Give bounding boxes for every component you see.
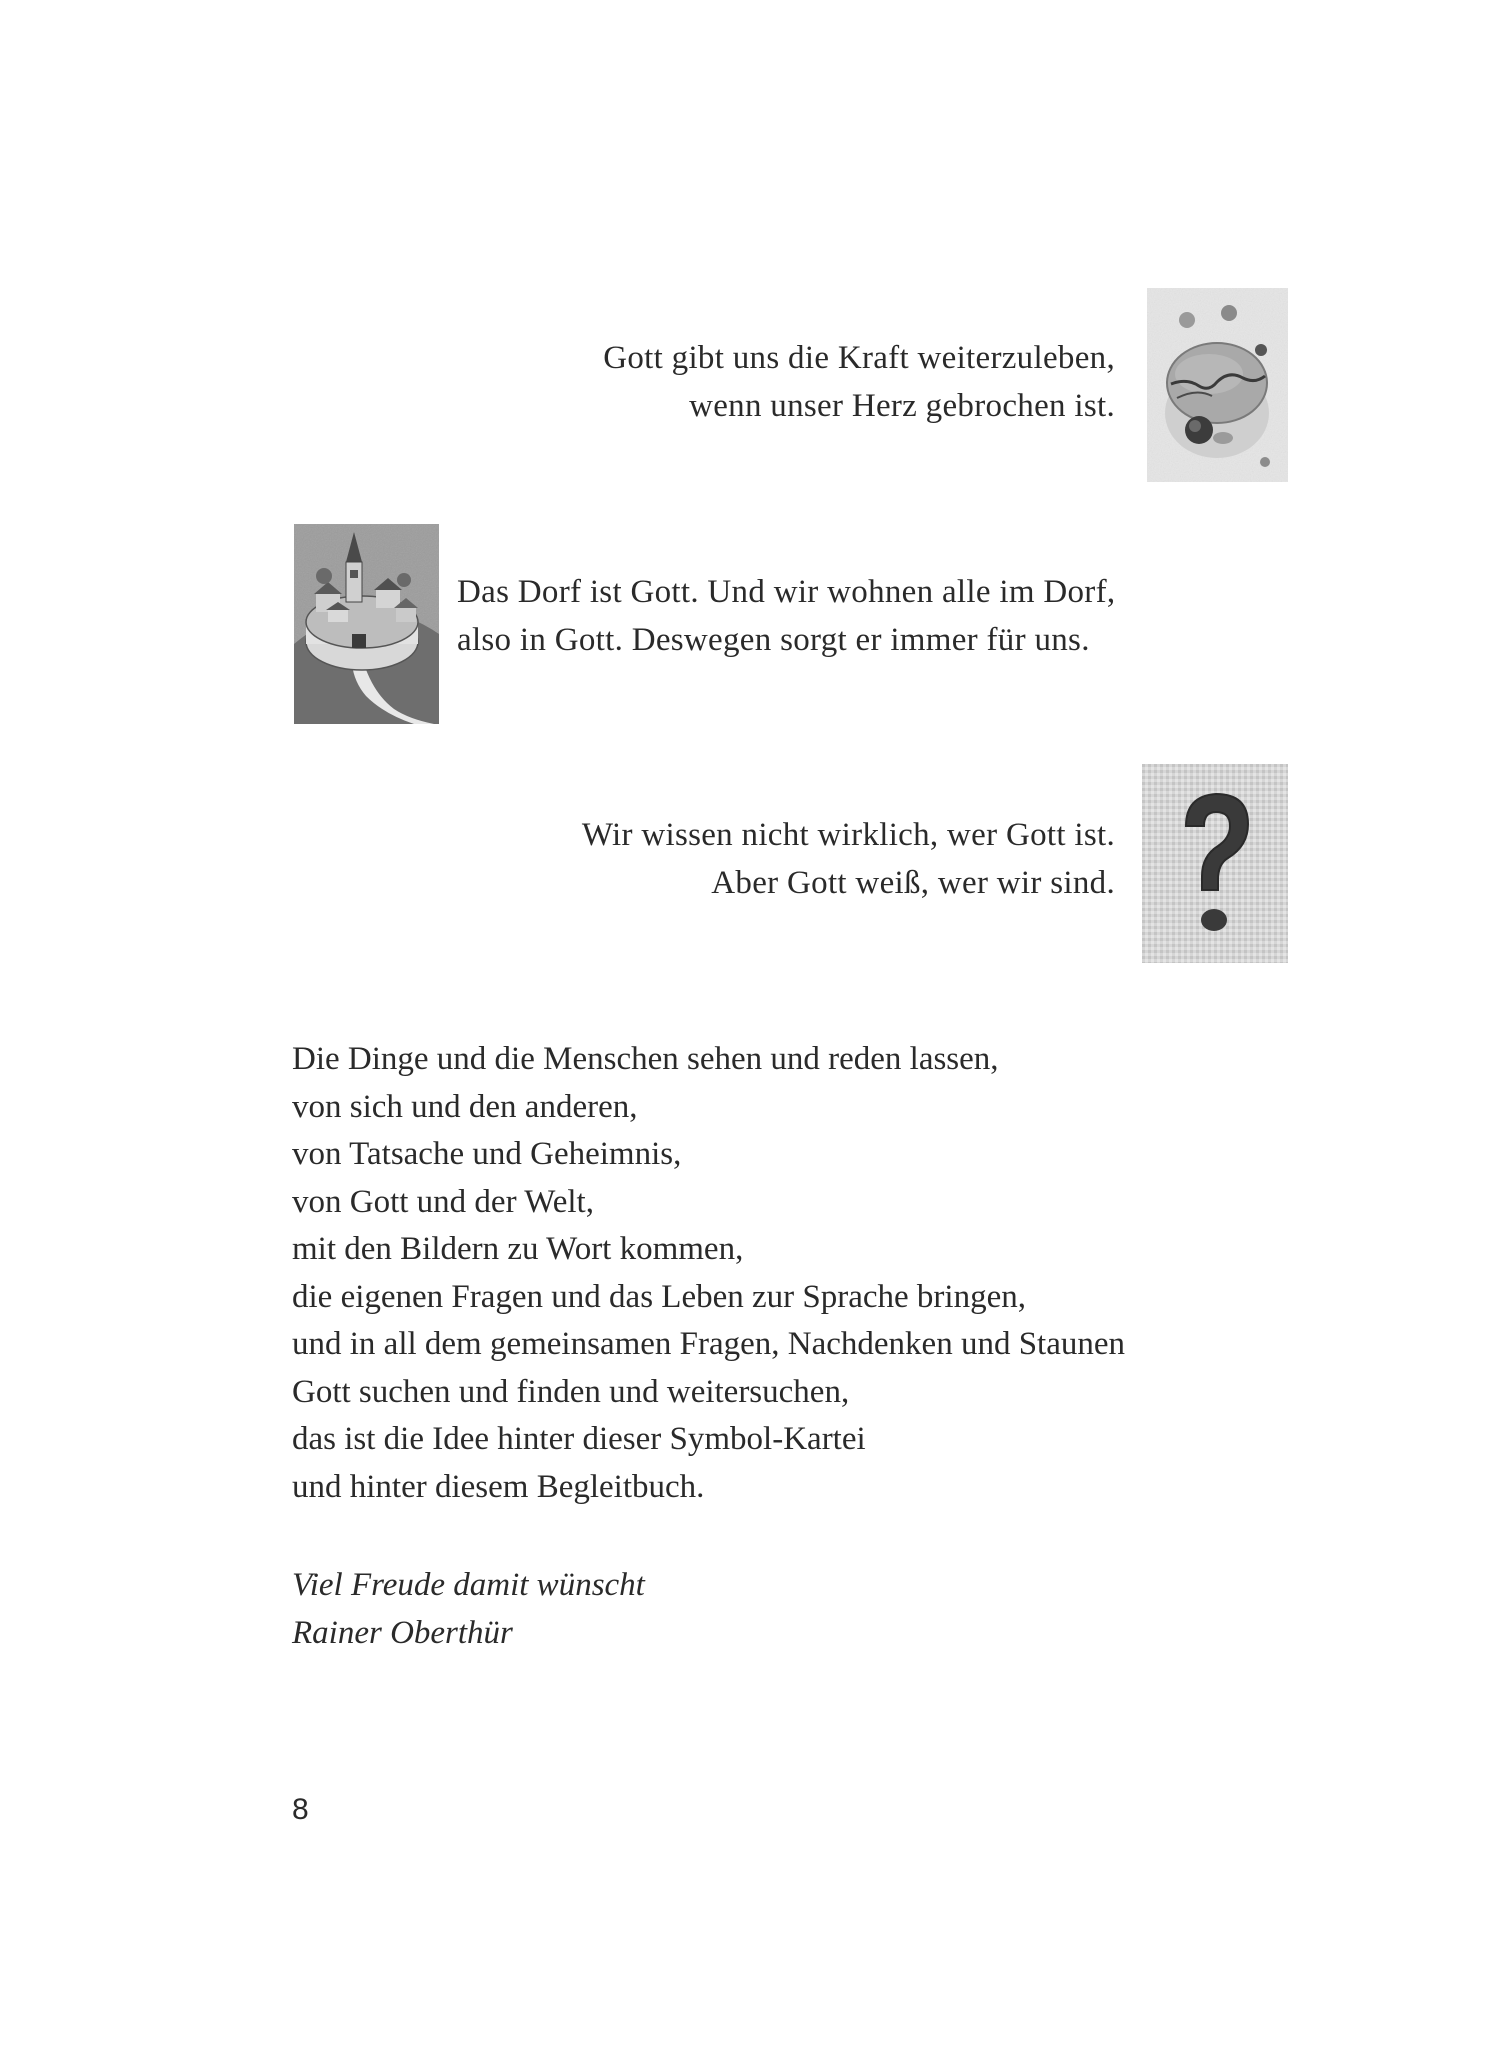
intro-line: von Gott und der Welt,	[292, 1183, 594, 1220]
broken-stone-icon	[1147, 288, 1288, 482]
village-icon	[294, 524, 439, 724]
question-mark-icon	[1142, 764, 1288, 963]
intro-line: Die Dinge und die Menschen sehen und reden lassen,	[292, 1041, 999, 1077]
intro-line: und hinter diesem Begleitbuch.	[292, 1468, 705, 1505]
quote-line: Das Dorf ist Gott. Und wir wohnen alle im Dorf,	[457, 574, 1116, 610]
intro-line: und in all dem gemeinsamen Fragen, Nachdenken und Staunen	[292, 1326, 1126, 1362]
quote-line: Gott gibt uns die Kraft weiterzuleben,	[603, 340, 1115, 376]
quote-line: wenn unser Herz gebrochen ist.	[689, 388, 1115, 424]
signature-greeting: Viel Freude damit wünscht	[292, 1567, 645, 1603]
quote-line: Wir wissen nicht wirklich, wer Gott ist.	[581, 817, 1115, 853]
quote-village	[457, 568, 1157, 664]
intro-line: von Tatsache und Geheimnis,	[292, 1136, 682, 1172]
quote-line: also in Gott. Deswegen sorgt er immer für uns.	[457, 622, 1090, 658]
intro-line: von sich und den anderen,	[292, 1088, 638, 1125]
quote-question	[415, 811, 1115, 907]
quote-broken-heart	[415, 334, 1115, 430]
intro-line: mit den Bildern zu Wort kommen,	[292, 1231, 744, 1267]
intro-paragraph	[292, 1036, 1292, 1511]
intro-line: das ist die Idee hinter dieser Symbol-Kartei	[292, 1421, 866, 1457]
intro-line: Gott suchen und finden und weitersuchen,	[292, 1373, 850, 1410]
quote-line: Aber Gott weiß, wer wir sind.	[711, 865, 1115, 901]
page-number: 8	[292, 1793, 309, 1826]
signature-author: Rainer Oberthür	[292, 1614, 513, 1651]
intro-line: die eigenen Fragen und das Leben zur Sprache bringen,	[292, 1278, 1026, 1315]
signature	[292, 1562, 645, 1657]
